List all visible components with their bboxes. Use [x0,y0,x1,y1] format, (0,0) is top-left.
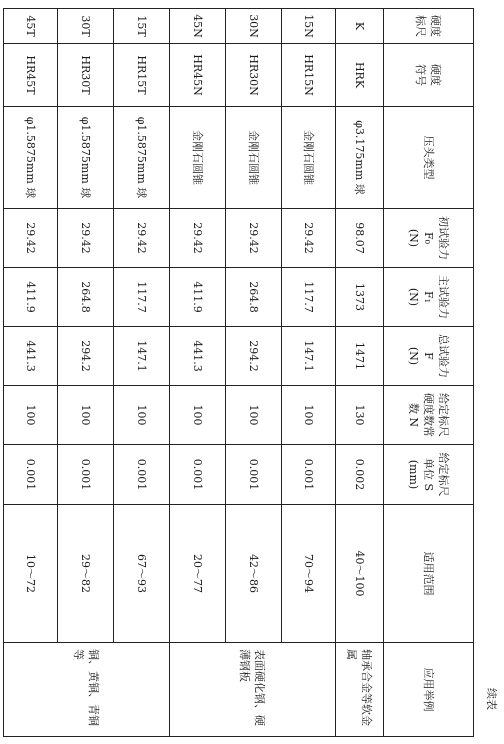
header-total-load: 总试验力 F (N) [384,327,474,386]
cell-const-n: 100 [4,386,58,445]
cell-main-load: 264.8 [58,268,114,327]
cell-unit-s: 0.002 [336,445,384,505]
cell-total-load: 147.1 [282,327,336,386]
header-row [384,9,474,737]
cell-total-load: 294.2 [58,327,114,386]
cell-main-load: 411.9 [4,268,58,327]
cell-symbol: HR15T [114,44,170,107]
header-scale: 硬度 标尺 [384,9,474,44]
cell-scale: 45N [170,9,226,44]
cell-const-n: 100 [282,386,336,445]
table-row [336,9,384,737]
cell-scale: 15T [114,9,170,44]
cell-indenter: φ1.5875mm 球 [114,107,170,209]
cell-preload: 29.42 [170,209,226,268]
cell-total-load: 147.1 [114,327,170,386]
cell-indenter: 金刚石圆锥 [282,107,336,209]
cell-total-load: 294.2 [226,327,282,386]
cell-unit-s: 0.001 [4,445,58,505]
cell-unit-s: 0.001 [170,445,226,505]
cell-range: 40～100 [336,505,384,643]
cell-symbol: HRK [336,44,384,107]
cell-preload: 29.42 [4,209,58,268]
continued-label: 续表 [485,688,498,710]
cell-scale: 30N [226,9,282,44]
cell-scale: 15N [282,9,336,44]
cell-total-load: 441.3 [4,327,58,386]
cell-range: 29～82 [58,505,114,643]
header-range: 适用范围 [384,505,474,643]
table-row [114,9,170,737]
header-symbol: 硬度 符号 [384,44,474,107]
cell-total-load: 1471 [336,327,384,386]
cell-unit-s: 0.001 [58,445,114,505]
cell-symbol: HR45T [4,44,58,107]
cell-example-t: 铜、黄铜、青铜等 [4,643,170,737]
cell-example-k: 轴承合金等软金属 [336,643,384,737]
header-unit-s: 给定标尺 单位 S (mm) [384,445,474,505]
cell-indenter: φ1.5875mm 球 [58,107,114,209]
table-row [58,9,114,737]
cell-main-load: 264.8 [226,268,282,327]
cell-const-n: 130 [336,386,384,445]
cell-const-n: 100 [58,386,114,445]
cell-indenter: 金刚石圆锥 [170,107,226,209]
cell-indenter: φ1.5875mm 球 [4,107,58,209]
cell-symbol: HR15N [282,44,336,107]
cell-example-n: 表面硬化钢、硬薄钢板 [170,643,336,737]
header-example: 应用举例 [384,643,474,737]
cell-indenter: φ3.175mm 球 [336,107,384,209]
cell-range: 20～77 [170,505,226,643]
cell-total-load: 441.3 [170,327,226,386]
cell-main-load: 1373 [336,268,384,327]
cell-preload: 29.42 [114,209,170,268]
cell-unit-s: 0.001 [282,445,336,505]
hardness-table [3,8,474,737]
cell-range: 10～72 [4,505,58,643]
cell-scale: 30T [58,9,114,44]
cell-main-load: 117.7 [114,268,170,327]
table-row [282,9,336,737]
header-main-load: 主试验力 F₁ (N) [384,268,474,327]
cell-preload: 29.42 [226,209,282,268]
cell-unit-s: 0.001 [114,445,170,505]
cell-range: 70～94 [282,505,336,643]
cell-range: 42～86 [226,505,282,643]
header-preload: 初试验力 F₀ (N) [384,209,474,268]
cell-preload: 29.42 [282,209,336,268]
cell-main-load: 117.7 [282,268,336,327]
cell-range: 67～93 [114,505,170,643]
cell-indenter: 金刚石圆锥 [226,107,282,209]
table-row [4,9,58,737]
header-const-n: 给定标尺 硬度数常 数 N [384,386,474,445]
table-row [170,9,226,737]
cell-preload: 29.42 [58,209,114,268]
cell-main-load: 411.9 [170,268,226,327]
table-row [226,9,282,737]
cell-symbol: HR30N [226,44,282,107]
cell-scale: K [336,9,384,44]
cell-unit-s: 0.001 [226,445,282,505]
cell-symbol: HR30T [58,44,114,107]
cell-preload: 98.07 [336,209,384,268]
cell-const-n: 100 [226,386,282,445]
cell-const-n: 100 [114,386,170,445]
cell-symbol: HR45N [170,44,226,107]
cell-scale: 45T [4,9,58,44]
header-indenter: 压头类型 [384,107,474,209]
cell-const-n: 100 [170,386,226,445]
